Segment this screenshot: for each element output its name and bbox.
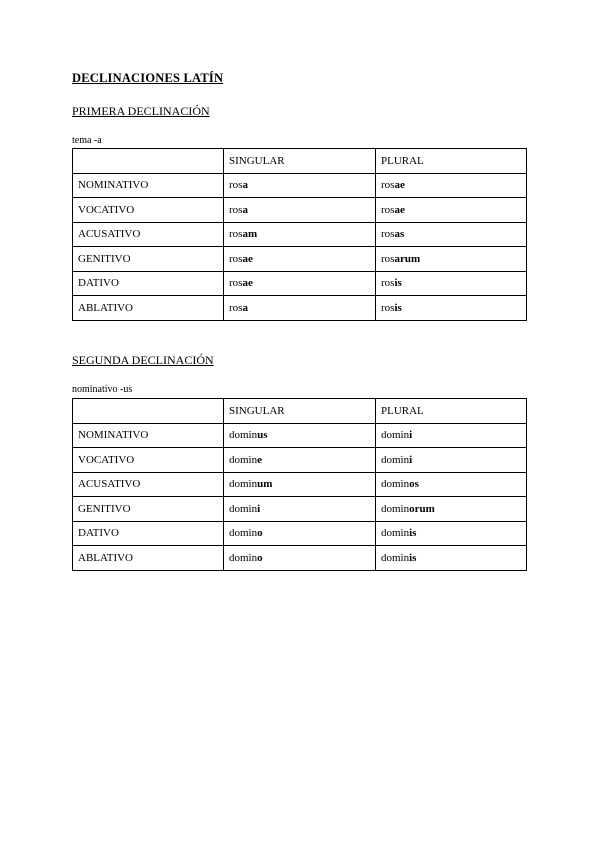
singular-form	[224, 247, 376, 272]
singular-form	[224, 296, 376, 321]
singular-form	[224, 198, 376, 223]
word-stem: ros	[381, 301, 395, 314]
case-name: DATIVO	[73, 521, 224, 546]
word-stem: domin	[229, 527, 258, 540]
table-row	[73, 472, 527, 497]
word-ending: is	[394, 277, 402, 290]
plural-form	[376, 521, 527, 546]
word-ending: i	[409, 453, 413, 466]
word-stem: ros	[381, 203, 395, 216]
word-stem: ros	[381, 228, 395, 241]
word-stem: domin	[381, 453, 410, 466]
singular-form	[224, 497, 376, 522]
declension-table-primera	[72, 148, 527, 321]
plural-form	[376, 271, 527, 296]
singular-form	[224, 521, 376, 546]
table-row	[73, 497, 527, 522]
word-stem: ros	[381, 252, 395, 265]
singular-form	[224, 222, 376, 247]
table-row	[73, 546, 527, 571]
table-row	[73, 423, 527, 448]
plural-form	[376, 472, 527, 497]
header-singular: SINGULAR	[224, 399, 376, 424]
word-ending: as	[394, 228, 405, 241]
word-ending: a	[242, 179, 248, 192]
case-name: DATIVO	[73, 271, 224, 296]
case-name: VOCATIVO	[73, 198, 224, 223]
word-ending: o	[257, 551, 263, 564]
word-ending: i	[257, 502, 261, 515]
table-row	[73, 173, 527, 198]
word-ending: i	[409, 429, 413, 442]
word-stem: ros	[229, 277, 243, 290]
word-stem: domin	[381, 429, 410, 442]
plural-form	[376, 222, 527, 247]
plural-form	[376, 173, 527, 198]
word-ending: um	[257, 478, 273, 491]
word-ending: arum	[394, 252, 421, 265]
word-ending: o	[257, 527, 263, 540]
word-stem: domin	[381, 478, 410, 491]
word-stem: ros	[381, 179, 395, 192]
table-row	[73, 247, 527, 272]
word-stem: domin	[229, 502, 258, 515]
case-name: VOCATIVO	[73, 448, 224, 473]
case-name: ACUSATIVO	[73, 472, 224, 497]
case-name: ABLATIVO	[73, 296, 224, 321]
word-ending: is	[394, 301, 402, 314]
word-stem: domin	[229, 429, 258, 442]
table-row	[73, 198, 527, 223]
word-ending: ae	[394, 203, 405, 216]
case-name: ABLATIVO	[73, 546, 224, 571]
word-stem: domin	[381, 502, 410, 515]
word-stem: ros	[229, 301, 243, 314]
word-ending: is	[409, 551, 417, 564]
word-ending: a	[242, 203, 248, 216]
case-name: NOMINATIVO	[73, 173, 224, 198]
word-stem: domin	[229, 551, 258, 564]
word-stem: domin	[229, 478, 258, 491]
section-caption-primera: tema -a	[72, 135, 102, 146]
header-singular: SINGULAR	[224, 149, 376, 174]
plural-form	[376, 247, 527, 272]
table-row	[73, 448, 527, 473]
word-ending: ae	[242, 277, 253, 290]
singular-form	[224, 448, 376, 473]
word-ending: a	[242, 301, 248, 314]
table-header-row	[73, 399, 527, 424]
singular-form	[224, 472, 376, 497]
word-stem: domin	[229, 453, 258, 466]
word-ending: orum	[409, 502, 435, 515]
word-stem: domin	[381, 527, 410, 540]
case-name: GENITIVO	[73, 497, 224, 522]
table-row	[73, 521, 527, 546]
plural-form	[376, 497, 527, 522]
singular-form	[224, 271, 376, 296]
plural-form	[376, 448, 527, 473]
word-stem: ros	[229, 252, 243, 265]
word-stem: ros	[229, 203, 243, 216]
plural-form	[376, 546, 527, 571]
header-empty-cell	[73, 149, 224, 174]
case-name: ACUSATIVO	[73, 222, 224, 247]
word-ending: ae	[394, 179, 405, 192]
word-ending: is	[409, 527, 417, 540]
word-ending: e	[257, 453, 263, 466]
section-caption-segunda: nominativo -us	[72, 384, 133, 395]
section-heading-primera: PRIMERA DECLINACIÓN	[72, 104, 210, 118]
word-stem: domin	[381, 551, 410, 564]
word-ending: ae	[242, 252, 253, 265]
word-stem: ros	[229, 179, 243, 192]
header-empty-cell	[73, 399, 224, 424]
plural-form	[376, 423, 527, 448]
word-ending: am	[242, 228, 258, 241]
table-row	[73, 222, 527, 247]
singular-form	[224, 423, 376, 448]
word-stem: ros	[381, 277, 395, 290]
singular-form	[224, 173, 376, 198]
header-plural: PLURAL	[376, 399, 527, 424]
table-header-row	[73, 149, 527, 174]
word-ending: os	[409, 478, 419, 491]
section-heading-segunda: SEGUNDA DECLINACIÓN	[72, 353, 214, 367]
word-stem: ros	[229, 228, 243, 241]
table-row	[73, 296, 527, 321]
word-ending: us	[257, 429, 268, 442]
case-name: NOMINATIVO	[73, 423, 224, 448]
document-title: DECLINACIONES LATÍN	[72, 71, 224, 85]
plural-form	[376, 198, 527, 223]
table-row	[73, 271, 527, 296]
header-plural: PLURAL	[376, 149, 527, 174]
declension-table-segunda	[72, 398, 527, 571]
singular-form	[224, 546, 376, 571]
case-name: GENITIVO	[73, 247, 224, 272]
plural-form	[376, 296, 527, 321]
